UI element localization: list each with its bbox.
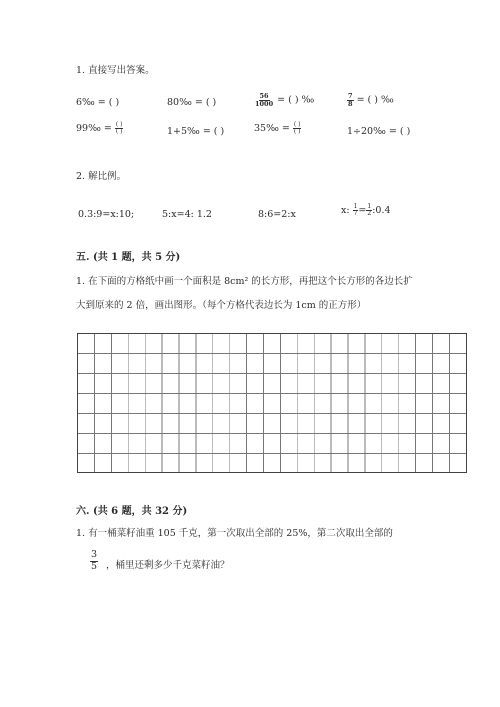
blank-fraction: $\frac{( )}{( )}$ bbox=[115, 121, 123, 135]
section-5-question-line-1: 1. 在下面的方格纸中画一个面积是 8cm² 的长方形，再把这个长方形的各边长扩 bbox=[76, 276, 413, 287]
blank-fraction: $\frac{( )}{( )}$ bbox=[293, 121, 301, 135]
q1-item-1: 6‰ = ( ) bbox=[76, 97, 120, 108]
fraction-56-1000: $\frac{56}{1000}$ bbox=[255, 92, 274, 108]
q1-item-6: 1+5‰ = ( ) bbox=[167, 126, 225, 137]
q1-item-4: $\frac{7}{8}$ = ( ) ‰ bbox=[348, 92, 394, 108]
q1-item-8: 1÷20‰ = ( ) bbox=[347, 126, 411, 137]
fraction-1-7: $\frac{1}{7}$ bbox=[353, 203, 358, 217]
graph-paper-grid[interactable] bbox=[77, 333, 467, 473]
q2-item-4: x: $\frac{1}{7}$ = $\frac{1}{2}$ :0.4 bbox=[341, 203, 391, 217]
q2-item-2: 5:x=4: 1.2 bbox=[162, 209, 212, 220]
question-1-title: 1. 直接写出答案。 bbox=[76, 65, 155, 76]
q1-item-5: 99‰ = $\frac{( )}{( )}$ bbox=[76, 121, 123, 135]
section-6-heading: 六. (共 6 题，共 32 分) bbox=[76, 506, 188, 517]
q1-item-7: 35‰ = $\frac{( )}{( )}$ bbox=[254, 121, 301, 135]
question-2-title: 2. 解比例。 bbox=[76, 171, 127, 182]
section-5-heading: 五. (共 1 题，共 5 分) bbox=[76, 252, 181, 263]
section-6-question-line-2: ，桶里还剩多少千克菜籽油？ bbox=[106, 560, 230, 571]
section-6-question-line-1: 1. 有一桶菜籽油重 105 千克，第一次取出全部的 25%，第二次取出全部的 bbox=[76, 528, 393, 539]
section-5-question-line-2: 大到原来的 2 倍，画出图形。（每个方格代表边长为 1cm 的正方形） bbox=[76, 300, 367, 311]
q1-item-2: 80‰ = ( ) bbox=[167, 97, 217, 108]
q2-item-1: 0.3:9=x:10; bbox=[78, 209, 135, 220]
fraction-3-5: $\frac{3}{5}$ bbox=[91, 549, 98, 572]
fraction-7-8: $\frac{7}{8}$ bbox=[348, 92, 353, 108]
q1-item-3: $\frac{56}{1000}$ = ( ) ‰ bbox=[255, 92, 315, 108]
q2-item-3: 8:6=2:x bbox=[258, 209, 296, 220]
fraction-1-2: $\frac{1}{2}$ bbox=[367, 203, 372, 217]
